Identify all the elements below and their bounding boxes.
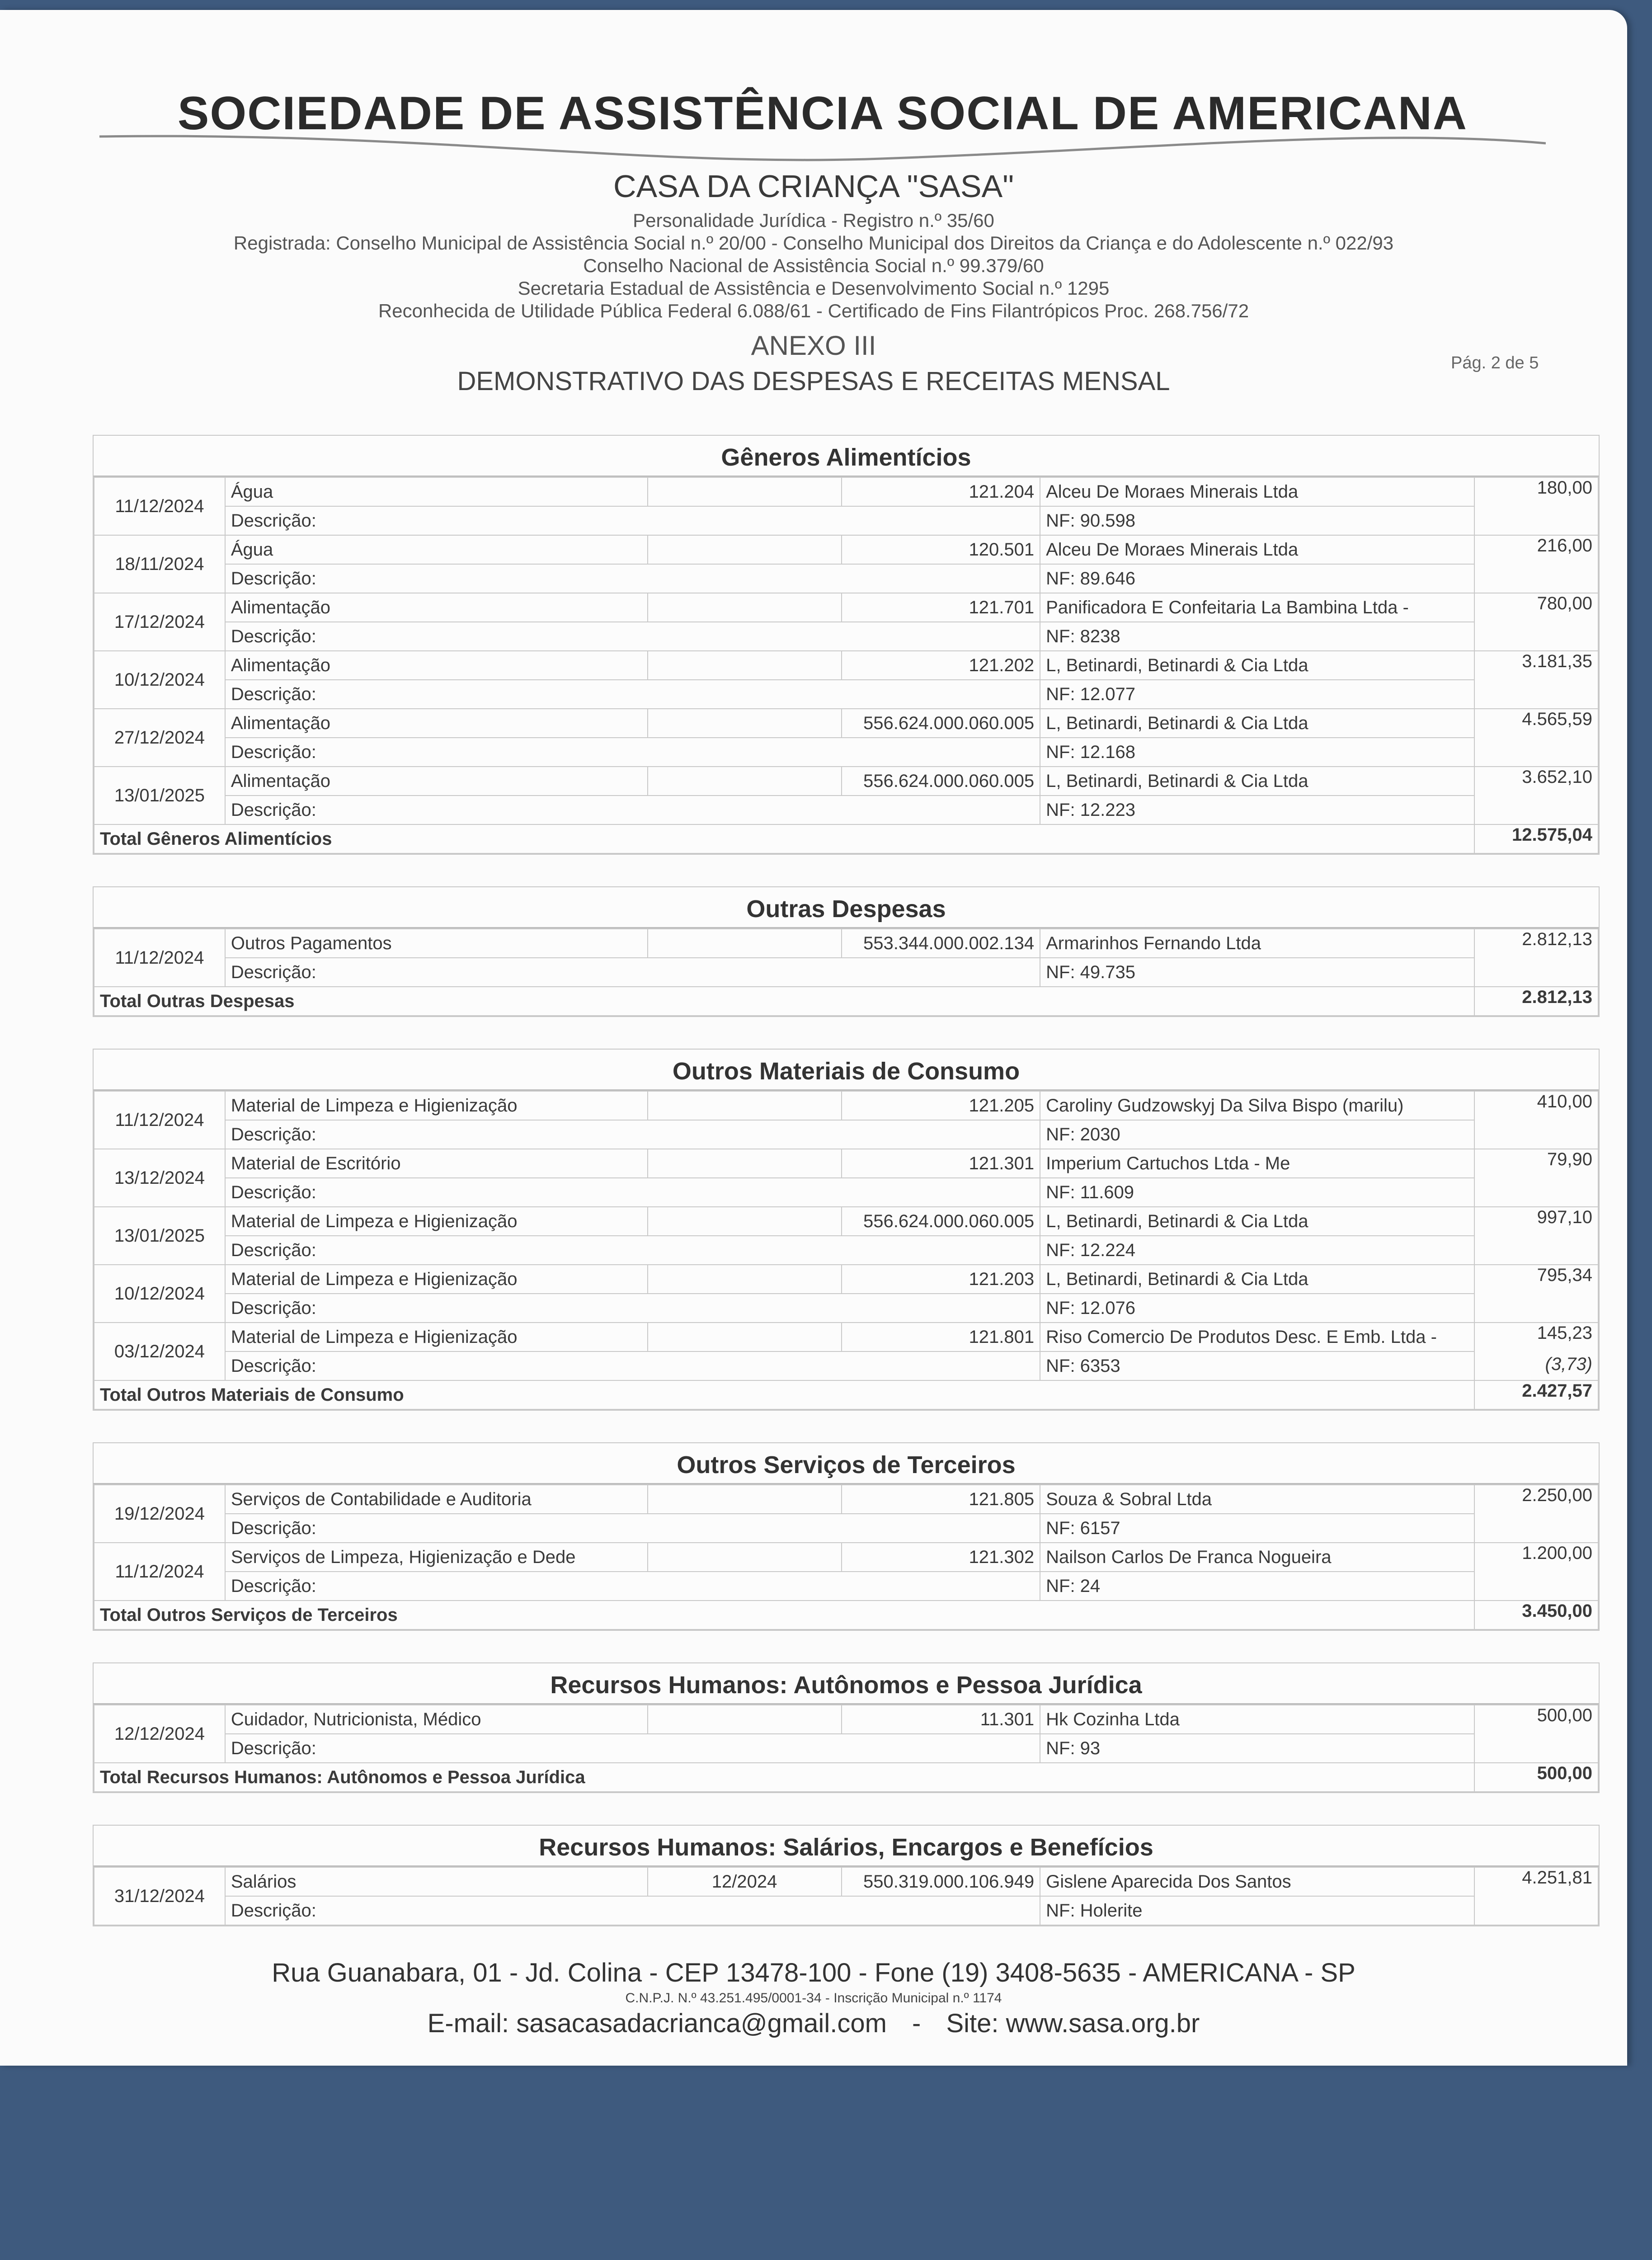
entry-date: 11/12/2024 xyxy=(94,1543,225,1601)
title-swoosh-decoration xyxy=(99,123,1546,164)
entry-supplier: Souza & Sobral Ltda xyxy=(1040,1485,1474,1514)
entry-value xyxy=(1474,593,1598,651)
entry-category: Serviços de Limpeza, Higienização e Dede xyxy=(225,1543,648,1572)
entry-document-number: 121.805 xyxy=(842,1485,1040,1514)
entry-competence xyxy=(648,1265,842,1294)
entry-value xyxy=(1474,1543,1598,1601)
registration-line: Secretaria Estadual de Assistência e Desenvolvimento Social n.º 1295 xyxy=(518,278,1110,299)
entry-value xyxy=(1474,1207,1598,1265)
entry-category: Alimentação xyxy=(225,767,648,796)
expense-section xyxy=(93,1825,1600,1926)
footer-email[interactable]: E-mail: sasacasadacrianca@gmail.com xyxy=(427,2009,887,2038)
entry-amount: 79,90 xyxy=(1547,1149,1592,1169)
entry-document-number: 121.202 xyxy=(842,651,1040,680)
entry-document-number: 556.624.000.060.005 xyxy=(842,1207,1040,1236)
entry-value xyxy=(1474,1485,1598,1543)
entry-category: Salários xyxy=(225,1867,648,1896)
section-total-value: 12.575,04 xyxy=(1474,824,1598,853)
total-row xyxy=(94,1763,1598,1792)
footer xyxy=(0,1958,1627,2039)
registration-line: Registrada: Conselho Municipal de Assistência Social n.º 20/00 - Conselho Municipal dos Direitos da Criança e do Adolescente n.º 022/93 xyxy=(233,232,1394,254)
footer-separator: - xyxy=(912,2009,921,2038)
entry-value xyxy=(1474,1149,1598,1207)
entry-competence xyxy=(648,1207,842,1236)
entry-description-label: Descrição: xyxy=(225,796,1040,824)
entry-invoice-number: NF: 12.076 xyxy=(1040,1294,1474,1323)
entry-competence xyxy=(648,1149,842,1178)
entry-value xyxy=(1474,709,1598,767)
section-total-label: Total Recursos Humanos: Autônomos e Pessoa Jurídica xyxy=(94,1763,1474,1792)
section-total-value: 500,00 xyxy=(1474,1763,1598,1792)
entry-competence xyxy=(648,709,842,738)
entry-supplier: Alceu De Moraes Minerais Ltda xyxy=(1040,535,1474,564)
table-row-description xyxy=(94,1351,1598,1380)
entry-competence xyxy=(648,593,842,622)
entry-amount: 410,00 xyxy=(1537,1092,1592,1111)
entry-date: 03/12/2024 xyxy=(94,1323,225,1380)
entry-document-number: 121.801 xyxy=(842,1323,1040,1351)
entry-value xyxy=(1474,1091,1598,1149)
section-title: Recursos Humanos: Autônomos e Pessoa Jurídica xyxy=(94,1663,1599,1704)
table-row xyxy=(94,1867,1598,1896)
entry-amount: 180,00 xyxy=(1537,478,1592,498)
entry-supplier: L, Betinardi, Betinardi & Cia Ltda xyxy=(1040,1207,1474,1236)
footer-cnpj: C.N.P.J. N.º 43.251.495/0001-34 - Inscrição Municipal n.º 1174 xyxy=(625,1991,1002,2006)
entry-document-number: 556.624.000.060.005 xyxy=(842,709,1040,738)
entry-date: 18/11/2024 xyxy=(94,535,225,593)
entry-amount: 3.181,35 xyxy=(1522,651,1592,671)
entry-amount: 500,00 xyxy=(1537,1705,1592,1725)
section-title: Outros Serviços de Terceiros xyxy=(94,1443,1599,1484)
entry-document-number: 121.701 xyxy=(842,593,1040,622)
entry-invoice-number: NF: 12.223 xyxy=(1040,796,1474,824)
entry-description-label: Descrição: xyxy=(225,564,1040,593)
entry-date: 11/12/2024 xyxy=(94,929,225,987)
entry-value xyxy=(1474,535,1598,593)
total-row xyxy=(94,1380,1598,1409)
section-total-label: Total Gêneros Alimentícios xyxy=(94,824,1474,853)
letterhead xyxy=(0,78,1627,435)
entry-date: 13/12/2024 xyxy=(94,1149,225,1207)
entry-category: Alimentação xyxy=(225,651,648,680)
table-row xyxy=(94,709,1598,738)
entry-invoice-number: NF: 12.168 xyxy=(1040,738,1474,767)
entry-invoice-number: NF: 89.646 xyxy=(1040,564,1474,593)
entry-competence xyxy=(648,929,842,958)
table-row-description xyxy=(94,680,1598,709)
total-row xyxy=(94,1601,1598,1629)
entry-date: 17/12/2024 xyxy=(94,593,225,651)
total-row xyxy=(94,824,1598,853)
entry-supplier: Caroliny Gudzowskyj Da Silva Bispo (marilu) xyxy=(1040,1091,1474,1120)
entry-competence xyxy=(648,767,842,796)
entry-invoice-number: NF: 93 xyxy=(1040,1734,1474,1763)
table-row xyxy=(94,1485,1598,1514)
entry-category: Material de Limpeza e Higienização xyxy=(225,1265,648,1294)
entry-competence xyxy=(648,1705,842,1734)
entry-invoice-number: NF: Holerite xyxy=(1040,1896,1474,1925)
expense-section xyxy=(93,1662,1600,1793)
entry-date: 11/12/2024 xyxy=(94,477,225,535)
entry-invoice-number: NF: 2030 xyxy=(1040,1120,1474,1149)
entry-category: Material de Escritório xyxy=(225,1149,648,1178)
table-row-description xyxy=(94,738,1598,767)
entry-supplier: L, Betinardi, Betinardi & Cia Ltda xyxy=(1040,651,1474,680)
entry-supplier: Armarinhos Fernando Ltda xyxy=(1040,929,1474,958)
entry-supplier: Riso Comercio De Produtos Desc. E Emb. Ltda - xyxy=(1040,1323,1474,1351)
entry-date: 31/12/2024 xyxy=(94,1867,225,1925)
table-row xyxy=(94,1323,1598,1351)
entry-category: Água xyxy=(225,535,648,564)
entry-competence: 12/2024 xyxy=(648,1867,842,1896)
annex-label: ANEXO III xyxy=(751,330,876,361)
expense-section xyxy=(93,886,1600,1017)
entry-value xyxy=(1474,929,1598,987)
table-row xyxy=(94,1543,1598,1572)
table-row-description xyxy=(94,1178,1598,1207)
entry-document-number: 121.302 xyxy=(842,1543,1040,1572)
entry-category: Outros Pagamentos xyxy=(225,929,648,958)
entry-amount: 4.251,81 xyxy=(1522,1868,1592,1888)
entry-value xyxy=(1474,477,1598,535)
entry-date: 10/12/2024 xyxy=(94,651,225,709)
entries-table xyxy=(94,477,1599,854)
entry-invoice-number: NF: 49.735 xyxy=(1040,958,1474,987)
entry-competence xyxy=(648,1323,842,1351)
entry-date: 27/12/2024 xyxy=(94,709,225,767)
expense-sections xyxy=(0,435,1627,1926)
entry-supplier: L, Betinardi, Betinardi & Cia Ltda xyxy=(1040,767,1474,796)
entry-amount: 3.652,10 xyxy=(1522,767,1592,787)
table-row-description xyxy=(94,1572,1598,1601)
entry-amount: 4.565,59 xyxy=(1522,709,1592,729)
expense-section xyxy=(93,1442,1600,1631)
entry-description-label: Descrição: xyxy=(225,680,1040,709)
entry-date: 12/12/2024 xyxy=(94,1705,225,1763)
entry-description-label: Descrição: xyxy=(225,1734,1040,1763)
table-row-description xyxy=(94,1294,1598,1323)
entries-table xyxy=(94,1091,1599,1410)
table-row xyxy=(94,651,1598,680)
entry-category: Alimentação xyxy=(225,709,648,738)
entry-category: Serviços de Contabilidade e Auditoria xyxy=(225,1485,648,1514)
section-total-value: 2.812,13 xyxy=(1474,987,1598,1016)
entry-description-label: Descrição: xyxy=(225,1896,1040,1925)
entry-description-label: Descrição: xyxy=(225,1572,1040,1601)
section-total-label: Total Outros Materiais de Consumo xyxy=(94,1380,1474,1409)
entry-amount: 145,23 xyxy=(1537,1323,1592,1343)
table-row-description xyxy=(94,1896,1598,1925)
entry-amount: 997,10 xyxy=(1537,1207,1592,1227)
section-total-value: 3.450,00 xyxy=(1474,1601,1598,1629)
section-title: Outras Despesas xyxy=(94,887,1599,928)
entry-document-number: 120.501 xyxy=(842,535,1040,564)
entry-description-label: Descrição: xyxy=(225,1178,1040,1207)
section-title: Gêneros Alimentícios xyxy=(94,436,1599,477)
entry-description-label: Descrição: xyxy=(225,622,1040,651)
entry-supplier: Alceu De Moraes Minerais Ltda xyxy=(1040,477,1474,506)
entry-adjustment: (3,73) xyxy=(1545,1354,1592,1374)
table-row xyxy=(94,1149,1598,1178)
table-row-description xyxy=(94,958,1598,987)
table-row xyxy=(94,929,1598,958)
section-title: Recursos Humanos: Salários, Encargos e Benefícios xyxy=(94,1826,1599,1867)
expense-section xyxy=(93,435,1600,855)
section-title: Outros Materiais de Consumo xyxy=(94,1050,1599,1091)
entry-document-number: 553.344.000.002.134 xyxy=(842,929,1040,958)
entry-supplier: Panificadora E Confeitaria La Bambina Ltda - xyxy=(1040,593,1474,622)
table-row-description xyxy=(94,1236,1598,1265)
entry-supplier: Gislene Aparecida Dos Santos xyxy=(1040,1867,1474,1896)
table-row xyxy=(94,593,1598,622)
entry-description-label: Descrição: xyxy=(225,1236,1040,1265)
entry-date: 19/12/2024 xyxy=(94,1485,225,1543)
document-page xyxy=(0,10,1627,2066)
total-row xyxy=(94,987,1598,1016)
entries-table xyxy=(94,1484,1599,1630)
entry-description-label: Descrição: xyxy=(225,738,1040,767)
registration-line: Conselho Nacional de Assistência Social n.º 99.379/60 xyxy=(583,255,1044,276)
entry-document-number: 121.301 xyxy=(842,1149,1040,1178)
entry-competence xyxy=(648,1485,842,1514)
entry-category: Água xyxy=(225,477,648,506)
unit-name: CASA DA CRIANÇA "SASA" xyxy=(613,169,1014,204)
entry-document-number: 121.203 xyxy=(842,1265,1040,1294)
entry-description-label: Descrição: xyxy=(225,958,1040,987)
organization-name: SOCIEDADE DE ASSISTÊNCIA SOCIAL DE AMERICANA xyxy=(178,87,1468,140)
entry-supplier: L, Betinardi, Betinardi & Cia Ltda xyxy=(1040,1265,1474,1294)
entry-document-number: 121.205 xyxy=(842,1091,1040,1120)
entry-supplier: L, Betinardi, Betinardi & Cia Ltda xyxy=(1040,709,1474,738)
entry-invoice-number: NF: 12.224 xyxy=(1040,1236,1474,1265)
entry-date: 13/01/2025 xyxy=(94,1207,225,1265)
entry-date: 11/12/2024 xyxy=(94,1091,225,1149)
entry-supplier: Imperium Cartuchos Ltda - Me xyxy=(1040,1149,1474,1178)
entry-date: 13/01/2025 xyxy=(94,767,225,824)
entry-description-label: Descrição: xyxy=(225,506,1040,535)
entries-table xyxy=(94,1867,1599,1926)
section-total-label: Total Outras Despesas xyxy=(94,987,1474,1016)
table-row xyxy=(94,1091,1598,1120)
entry-amount: 216,00 xyxy=(1537,536,1592,556)
entry-description-label: Descrição: xyxy=(225,1294,1040,1323)
entry-amount: 780,00 xyxy=(1537,593,1592,613)
entry-value xyxy=(1474,1867,1598,1925)
table-row xyxy=(94,1705,1598,1734)
table-row-description xyxy=(94,622,1598,651)
entry-value xyxy=(1474,1323,1598,1380)
entry-invoice-number: NF: 6157 xyxy=(1040,1514,1474,1543)
entry-category: Cuidador, Nutricionista, Médico xyxy=(225,1705,648,1734)
entry-value xyxy=(1474,1265,1598,1323)
table-row xyxy=(94,767,1598,796)
page-number: Pág. 2 de 5 xyxy=(1451,353,1539,372)
registration-line: Personalidade Jurídica - Registro n.º 35/60 xyxy=(633,210,994,231)
entry-competence xyxy=(648,477,842,506)
entry-value xyxy=(1474,651,1598,709)
entry-document-number: 11.301 xyxy=(842,1705,1040,1734)
table-row-description xyxy=(94,1734,1598,1763)
footer-site[interactable]: Site: www.sasa.org.br xyxy=(946,2009,1200,2038)
entry-invoice-number: NF: 90.598 xyxy=(1040,506,1474,535)
table-row xyxy=(94,477,1598,506)
entry-competence xyxy=(648,1543,842,1572)
entry-description-label: Descrição: xyxy=(225,1351,1040,1380)
entry-date: 10/12/2024 xyxy=(94,1265,225,1323)
table-row xyxy=(94,1207,1598,1236)
expense-section xyxy=(93,1049,1600,1411)
entry-competence xyxy=(648,535,842,564)
section-total-label: Total Outros Serviços de Terceiros xyxy=(94,1601,1474,1629)
entries-table xyxy=(94,1704,1599,1792)
table-row-description xyxy=(94,1514,1598,1543)
entry-category: Alimentação xyxy=(225,593,648,622)
entry-document-number: 550.319.000.106.949 xyxy=(842,1867,1040,1896)
registration-line: Reconhecida de Utilidade Pública Federal 6.088/61 - Certificado de Fins Filantrópicos Proc. 268.756/72 xyxy=(378,300,1249,321)
entry-invoice-number: NF: 8238 xyxy=(1040,622,1474,651)
footer-contact xyxy=(0,2009,1627,2039)
entry-document-number: 121.204 xyxy=(842,477,1040,506)
entry-supplier: Hk Cozinha Ltda xyxy=(1040,1705,1474,1734)
entry-category: Material de Limpeza e Higienização xyxy=(225,1207,648,1236)
entry-value xyxy=(1474,767,1598,824)
entry-competence xyxy=(648,651,842,680)
entry-amount: 2.812,13 xyxy=(1522,929,1592,949)
table-row-description xyxy=(94,796,1598,824)
table-row xyxy=(94,1265,1598,1294)
entry-invoice-number: NF: 6353 xyxy=(1040,1351,1474,1380)
section-total-value: 2.427,57 xyxy=(1474,1380,1598,1409)
entry-supplier: Nailson Carlos De Franca Nogueira xyxy=(1040,1543,1474,1572)
entries-table xyxy=(94,928,1599,1016)
table-row-description xyxy=(94,564,1598,593)
table-row-description xyxy=(94,506,1598,535)
entry-value xyxy=(1474,1705,1598,1763)
table-row xyxy=(94,535,1598,564)
entry-invoice-number: NF: 24 xyxy=(1040,1572,1474,1601)
entry-document-number: 556.624.000.060.005 xyxy=(842,767,1040,796)
entry-amount: 1.200,00 xyxy=(1522,1543,1592,1563)
report-title: DEMONSTRATIVO DAS DESPESAS E RECEITAS MENSAL xyxy=(457,367,1170,396)
entry-invoice-number: NF: 11.609 xyxy=(1040,1178,1474,1207)
entry-description-label: Descrição: xyxy=(225,1514,1040,1543)
entry-description-label: Descrição: xyxy=(225,1120,1040,1149)
entry-category: Material de Limpeza e Higienização xyxy=(225,1323,648,1351)
entry-amount: 2.250,00 xyxy=(1522,1485,1592,1505)
entry-category: Material de Limpeza e Higienização xyxy=(225,1091,648,1120)
table-row-description xyxy=(94,1120,1598,1149)
footer-address: Rua Guanabara, 01 - Jd. Colina - CEP 13478-100 - Fone (19) 3408-5635 - AMERICANA - SP xyxy=(272,1958,1355,1987)
entry-amount: 795,34 xyxy=(1537,1265,1592,1285)
entry-invoice-number: NF: 12.077 xyxy=(1040,680,1474,709)
entry-competence xyxy=(648,1091,842,1120)
